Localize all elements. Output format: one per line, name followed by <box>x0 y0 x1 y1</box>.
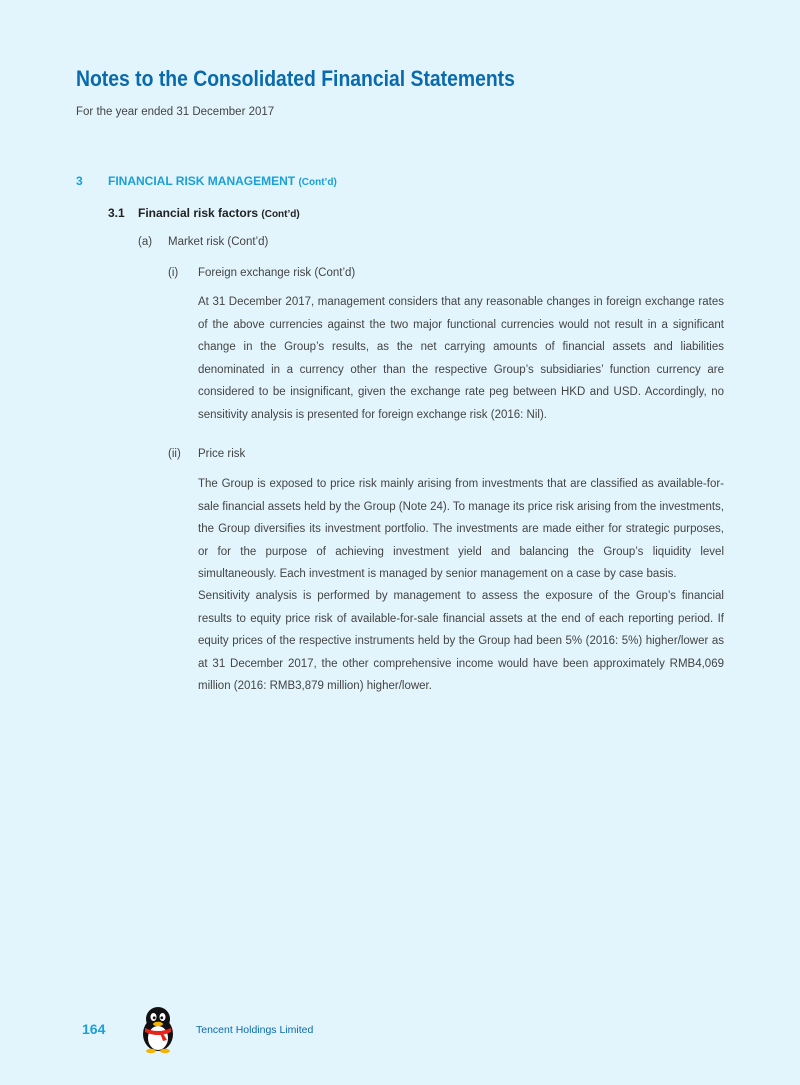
item-i-heading <box>168 267 355 279</box>
section-title: FINANCIAL RISK MANAGEMENT <box>108 174 296 188</box>
item-i-title: Foreign exchange risk (Cont’d) <box>198 267 356 279</box>
item-a-heading <box>138 236 268 248</box>
item-ii-number: (ii) <box>168 448 181 460</box>
sensitivity-paragraph: Sensitivity analysis is performed by management to assess the exposure of the Group’s financial results to equity price risk of available-for-sale financial assets at the end of each reporting period. If equity prices of the respective instruments held by the Group had been 5% (2016: 5%) higher/lower as at 31 December 2017, the other comprehensive income would have been approximately RMB4,069 million (2016: RMB3,879 million) higher/lower. <box>198 590 724 693</box>
section-cont: (Cont’d) <box>298 177 337 188</box>
subsection-heading <box>108 206 300 220</box>
item-ii-title: Price risk <box>198 448 246 460</box>
price-risk-paragraph: The Group is exposed to price risk mainly arising from investments that are classified as available-for-sale financial assets held by the Group (Note 24). To manage its price risk arising from the investments, the Group diversifies its investment portfolio. The investments are made either for strategic purposes, or for the purpose of achieving investment yield and balancing the Group’s liquidity level simultaneously. Each investment is managed by senior management on a case by case basis. <box>198 478 724 581</box>
subsection-title: Financial risk factors <box>138 206 259 220</box>
item-a-number: (a) <box>138 236 153 248</box>
subsection-number: 3.1 <box>108 206 125 220</box>
section-heading <box>76 174 337 188</box>
company-name: Tencent Holdings Limited <box>196 1024 314 1036</box>
subsection-cont: (Cont’d) <box>261 209 300 220</box>
page-title: Notes to the Consolidated Financial Statements <box>76 66 515 91</box>
item-i-number: (i) <box>168 267 179 279</box>
foreign-exchange-paragraph: At 31 December 2017, management considers that any reasonable changes in foreign exchange rates of the above currencies against the two major functional currencies would not result in a significant change in the Group’s results, as the net carrying amounts of financial assets and liabilities denominated in a currency other than the respective Group’s subsidiaries’ function currency are considered to be insignificant, given the exchange rate peg between HKD and USD. Accordingly, no sensitivity analysis is presented for foreign exchange risk (2016: Nil). <box>198 296 724 421</box>
page-subtitle: For the year ended 31 December 2017 <box>76 106 275 118</box>
item-ii-heading <box>168 448 245 460</box>
penguin-logo-icon <box>138 1004 178 1054</box>
item-a-title: Market risk (Cont’d) <box>168 236 269 248</box>
page-number: 164 <box>82 1021 106 1037</box>
section-number: 3 <box>76 174 83 188</box>
